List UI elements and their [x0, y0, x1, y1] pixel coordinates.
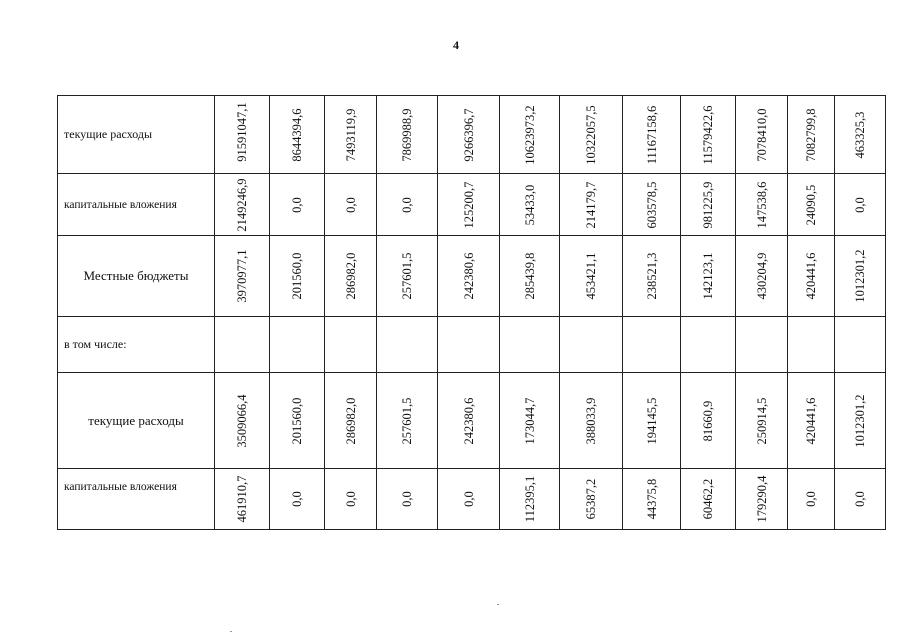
table-cell [500, 174, 560, 236]
table-cell [438, 96, 500, 174]
table-cell [325, 469, 377, 530]
table-cell [377, 236, 438, 317]
table-cell [560, 373, 623, 469]
table-cell [560, 317, 623, 373]
table-cell [788, 96, 835, 174]
table-cell [681, 317, 736, 373]
table-cell [270, 236, 325, 317]
cell-value: 0,0 [343, 196, 358, 213]
cell-value: 257601,5 [399, 252, 414, 300]
cell-value: 147538,6 [754, 181, 769, 228]
table-cell [270, 174, 325, 236]
cell-value: 7078410,0 [754, 107, 769, 162]
table-cell [325, 96, 377, 174]
table-cell [325, 174, 377, 236]
cell-value: 388033,9 [583, 397, 598, 444]
cell-value: 0,0 [289, 196, 304, 213]
scan-speck [230, 631, 232, 632]
row-label-including: в том числе: [58, 317, 215, 373]
table-cell [500, 236, 560, 317]
cell-value: 257601,5 [399, 397, 414, 444]
table-cell [377, 96, 438, 174]
cell-value: 44375,8 [644, 478, 659, 520]
table-cell [377, 174, 438, 236]
scan-speck [497, 604, 499, 605]
cell-value: 201560,0 [289, 397, 304, 444]
table-cell [736, 317, 788, 373]
cell-value: 11167158,6 [644, 105, 659, 164]
cell-value: 461910,7 [234, 475, 249, 523]
cell-value: 24090,5 [803, 184, 818, 225]
table-cell [560, 174, 623, 236]
cell-value: 0,0 [461, 491, 476, 507]
cell-value: 0,0 [399, 491, 414, 507]
table-cell [438, 373, 500, 469]
table-cell [215, 174, 270, 236]
table-cell [500, 96, 560, 174]
cell-value: 53433,0 [522, 184, 537, 225]
cell-value: 453421,1 [583, 252, 598, 300]
table-cell [377, 317, 438, 373]
table-cell [835, 373, 886, 469]
table-cell [560, 236, 623, 317]
cell-value: 7493119,9 [343, 108, 358, 161]
table-cell [215, 469, 270, 530]
cell-value: 8644394,6 [289, 107, 304, 162]
table-cell [788, 469, 835, 530]
table-cell [681, 236, 736, 317]
table-cell [788, 373, 835, 469]
cell-value: 179290,4 [754, 475, 769, 523]
table-cell [377, 469, 438, 530]
cell-value: 0,0 [399, 196, 414, 213]
cell-value: 286982,0 [343, 397, 358, 444]
cell-value: 10623973,2 [522, 104, 537, 165]
budget-table [57, 95, 886, 530]
table-cell [270, 469, 325, 530]
table-cell [788, 317, 835, 373]
cell-value: 0,0 [289, 491, 304, 507]
table-cell [215, 96, 270, 174]
table-cell [835, 317, 886, 373]
row-label-local-budgets: Местные бюджеты [58, 236, 215, 317]
table-cell [500, 317, 560, 373]
table-cell [788, 236, 835, 317]
cell-value: 0,0 [852, 491, 867, 507]
cell-value: 91591047,1 [234, 101, 249, 162]
table-cell [215, 236, 270, 317]
table-cell [736, 96, 788, 174]
table-cell [270, 96, 325, 174]
table-cell [377, 373, 438, 469]
table-cell [623, 373, 681, 469]
table-cell [500, 373, 560, 469]
cell-value: 173044,7 [522, 397, 537, 444]
table-cell [623, 236, 681, 317]
cell-value: 65387,2 [583, 478, 598, 520]
table-cell [623, 317, 681, 373]
table-cell [681, 469, 736, 530]
cell-value: 214179,7 [583, 181, 598, 228]
cell-value: 0,0 [343, 491, 358, 507]
row-label-capital-investments: капитальные вложения [58, 174, 215, 236]
cell-value: 112395,1 [522, 475, 537, 523]
table-cell [681, 373, 736, 469]
cell-value: 10322057,5 [583, 104, 598, 165]
cell-value: 194145,5 [644, 397, 659, 444]
table-cell [835, 236, 886, 317]
table-cell [681, 174, 736, 236]
table-cell [681, 96, 736, 174]
row-label-capital-investments-local: капитальные вложения [58, 469, 215, 530]
table-cell [835, 469, 886, 530]
table-cell [560, 96, 623, 174]
table-cell [560, 469, 623, 530]
cell-value: 242380,6 [461, 397, 476, 444]
table-cell [438, 317, 500, 373]
table-cell [623, 469, 681, 530]
cell-value: 125200,7 [461, 181, 476, 228]
table-cell [736, 236, 788, 317]
row-label-current-expenses-local: текущие расходы [58, 373, 215, 469]
table-cell [788, 174, 835, 236]
table-cell [623, 174, 681, 236]
table-cell [623, 96, 681, 174]
cell-value: 60462,2 [700, 478, 715, 520]
table-cell [736, 174, 788, 236]
cell-value: 285439,8 [522, 252, 537, 300]
page-number: 4 [453, 38, 459, 52]
table-cell [325, 317, 377, 373]
table-cell [325, 236, 377, 317]
cell-value: 11579422,6 [700, 105, 715, 164]
cell-value: 142123,1 [700, 252, 715, 300]
table-cell [736, 469, 788, 530]
table-cell [215, 373, 270, 469]
table-cell [325, 373, 377, 469]
cell-value: 250914,5 [754, 397, 769, 444]
cell-value: 9266396,7 [461, 107, 476, 162]
cell-value: 81660,9 [700, 400, 715, 441]
table-cell [438, 236, 500, 317]
cell-value: 286982,0 [343, 252, 358, 300]
cell-value: 238521,3 [644, 252, 659, 300]
cell-value: 1012301,2 [852, 249, 867, 303]
cell-value: 7082799,8 [803, 107, 818, 162]
cell-value: 2149246,9 [234, 177, 249, 232]
table-cell [438, 174, 500, 236]
cell-value: 1012301,2 [852, 393, 867, 448]
table-cell [215, 317, 270, 373]
table-cell [835, 96, 886, 174]
cell-value: 420441,6 [803, 397, 818, 444]
table-cell [736, 373, 788, 469]
table-cell [438, 469, 500, 530]
cell-value: 0,0 [803, 491, 818, 507]
cell-value: 201560,0 [289, 252, 304, 300]
cell-value: 981225,9 [700, 181, 715, 228]
cell-value: 242380,6 [461, 252, 476, 300]
cell-value: 420441,6 [803, 252, 818, 300]
table-cell [270, 317, 325, 373]
cell-value: 463325,3 [852, 111, 867, 158]
cell-value: 603578,5 [644, 181, 659, 228]
cell-value: 3509066,4 [234, 393, 249, 448]
row-label-current-expenses: текущие расходы [58, 96, 215, 174]
cell-value: 430204,9 [754, 252, 769, 300]
table-cell [270, 373, 325, 469]
table-cell [500, 469, 560, 530]
cell-value: 7869988,9 [399, 107, 414, 162]
table-cell [835, 174, 886, 236]
cell-value: 0,0 [852, 196, 867, 213]
cell-value: 3970977,1 [234, 249, 249, 303]
